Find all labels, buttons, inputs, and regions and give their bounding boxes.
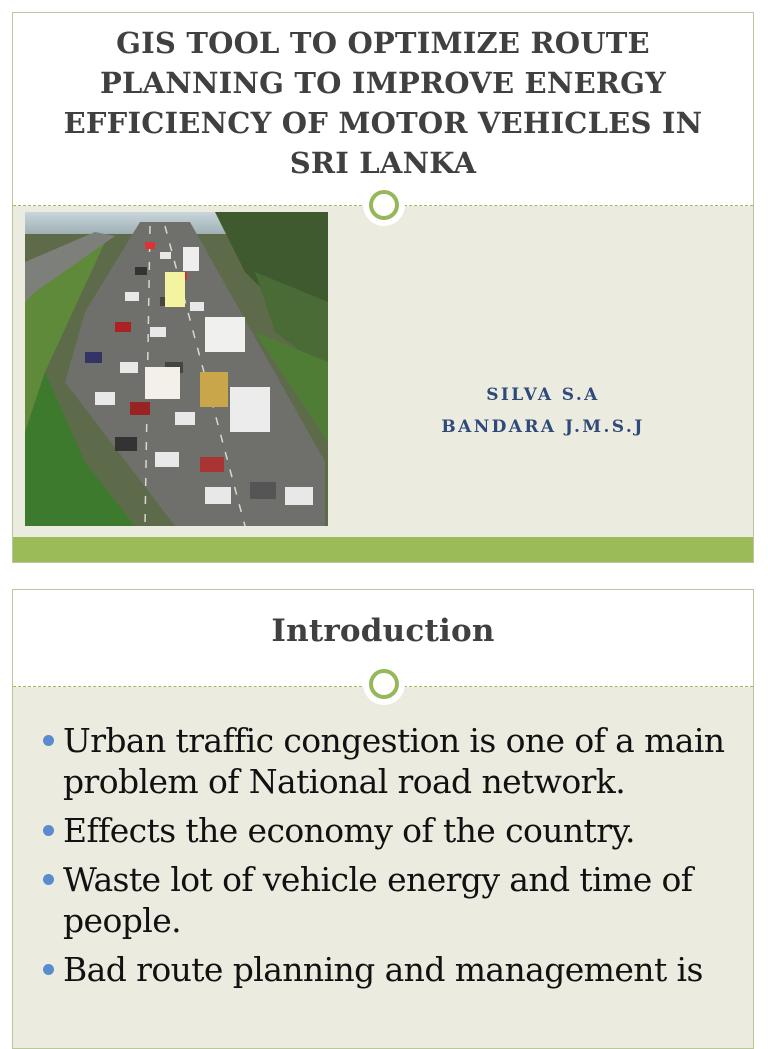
author-name: BANDARA J.M.S.J [441, 417, 645, 437]
title-band [13, 13, 753, 206]
bullet-dot-icon [43, 874, 54, 885]
circle-ornament-icon [363, 663, 405, 705]
accent-bar [13, 537, 753, 563]
title-slide [12, 12, 754, 563]
list-item: Waste lot of vehicle energy and time of people. [41, 859, 741, 941]
bullet-dot-icon [43, 825, 54, 836]
list-item: Urban traffic congestion is one of a main problem of National road network. [41, 720, 741, 802]
traffic-congestion-photo [25, 212, 328, 526]
bullet-list [41, 720, 741, 998]
introduction-slide [12, 589, 754, 1049]
author-name: SILVA S.A [486, 385, 600, 405]
circle-ornament-icon [363, 184, 405, 226]
list-item: Effects the economy of the country. [41, 810, 741, 851]
slide-title: GIS TOOL TO OPTIMIZE ROUTE PLANNING TO IMPROVE ENERGY EFFICIENCY OF MOTOR VEHICLES IN SRI LANKA [63, 26, 703, 180]
list-item: Bad route planning and management is [41, 949, 741, 990]
bullet-dot-icon [43, 735, 54, 746]
authors-block [343, 379, 743, 443]
bullet-dot-icon [43, 964, 54, 975]
slide-title: Introduction [271, 613, 495, 649]
